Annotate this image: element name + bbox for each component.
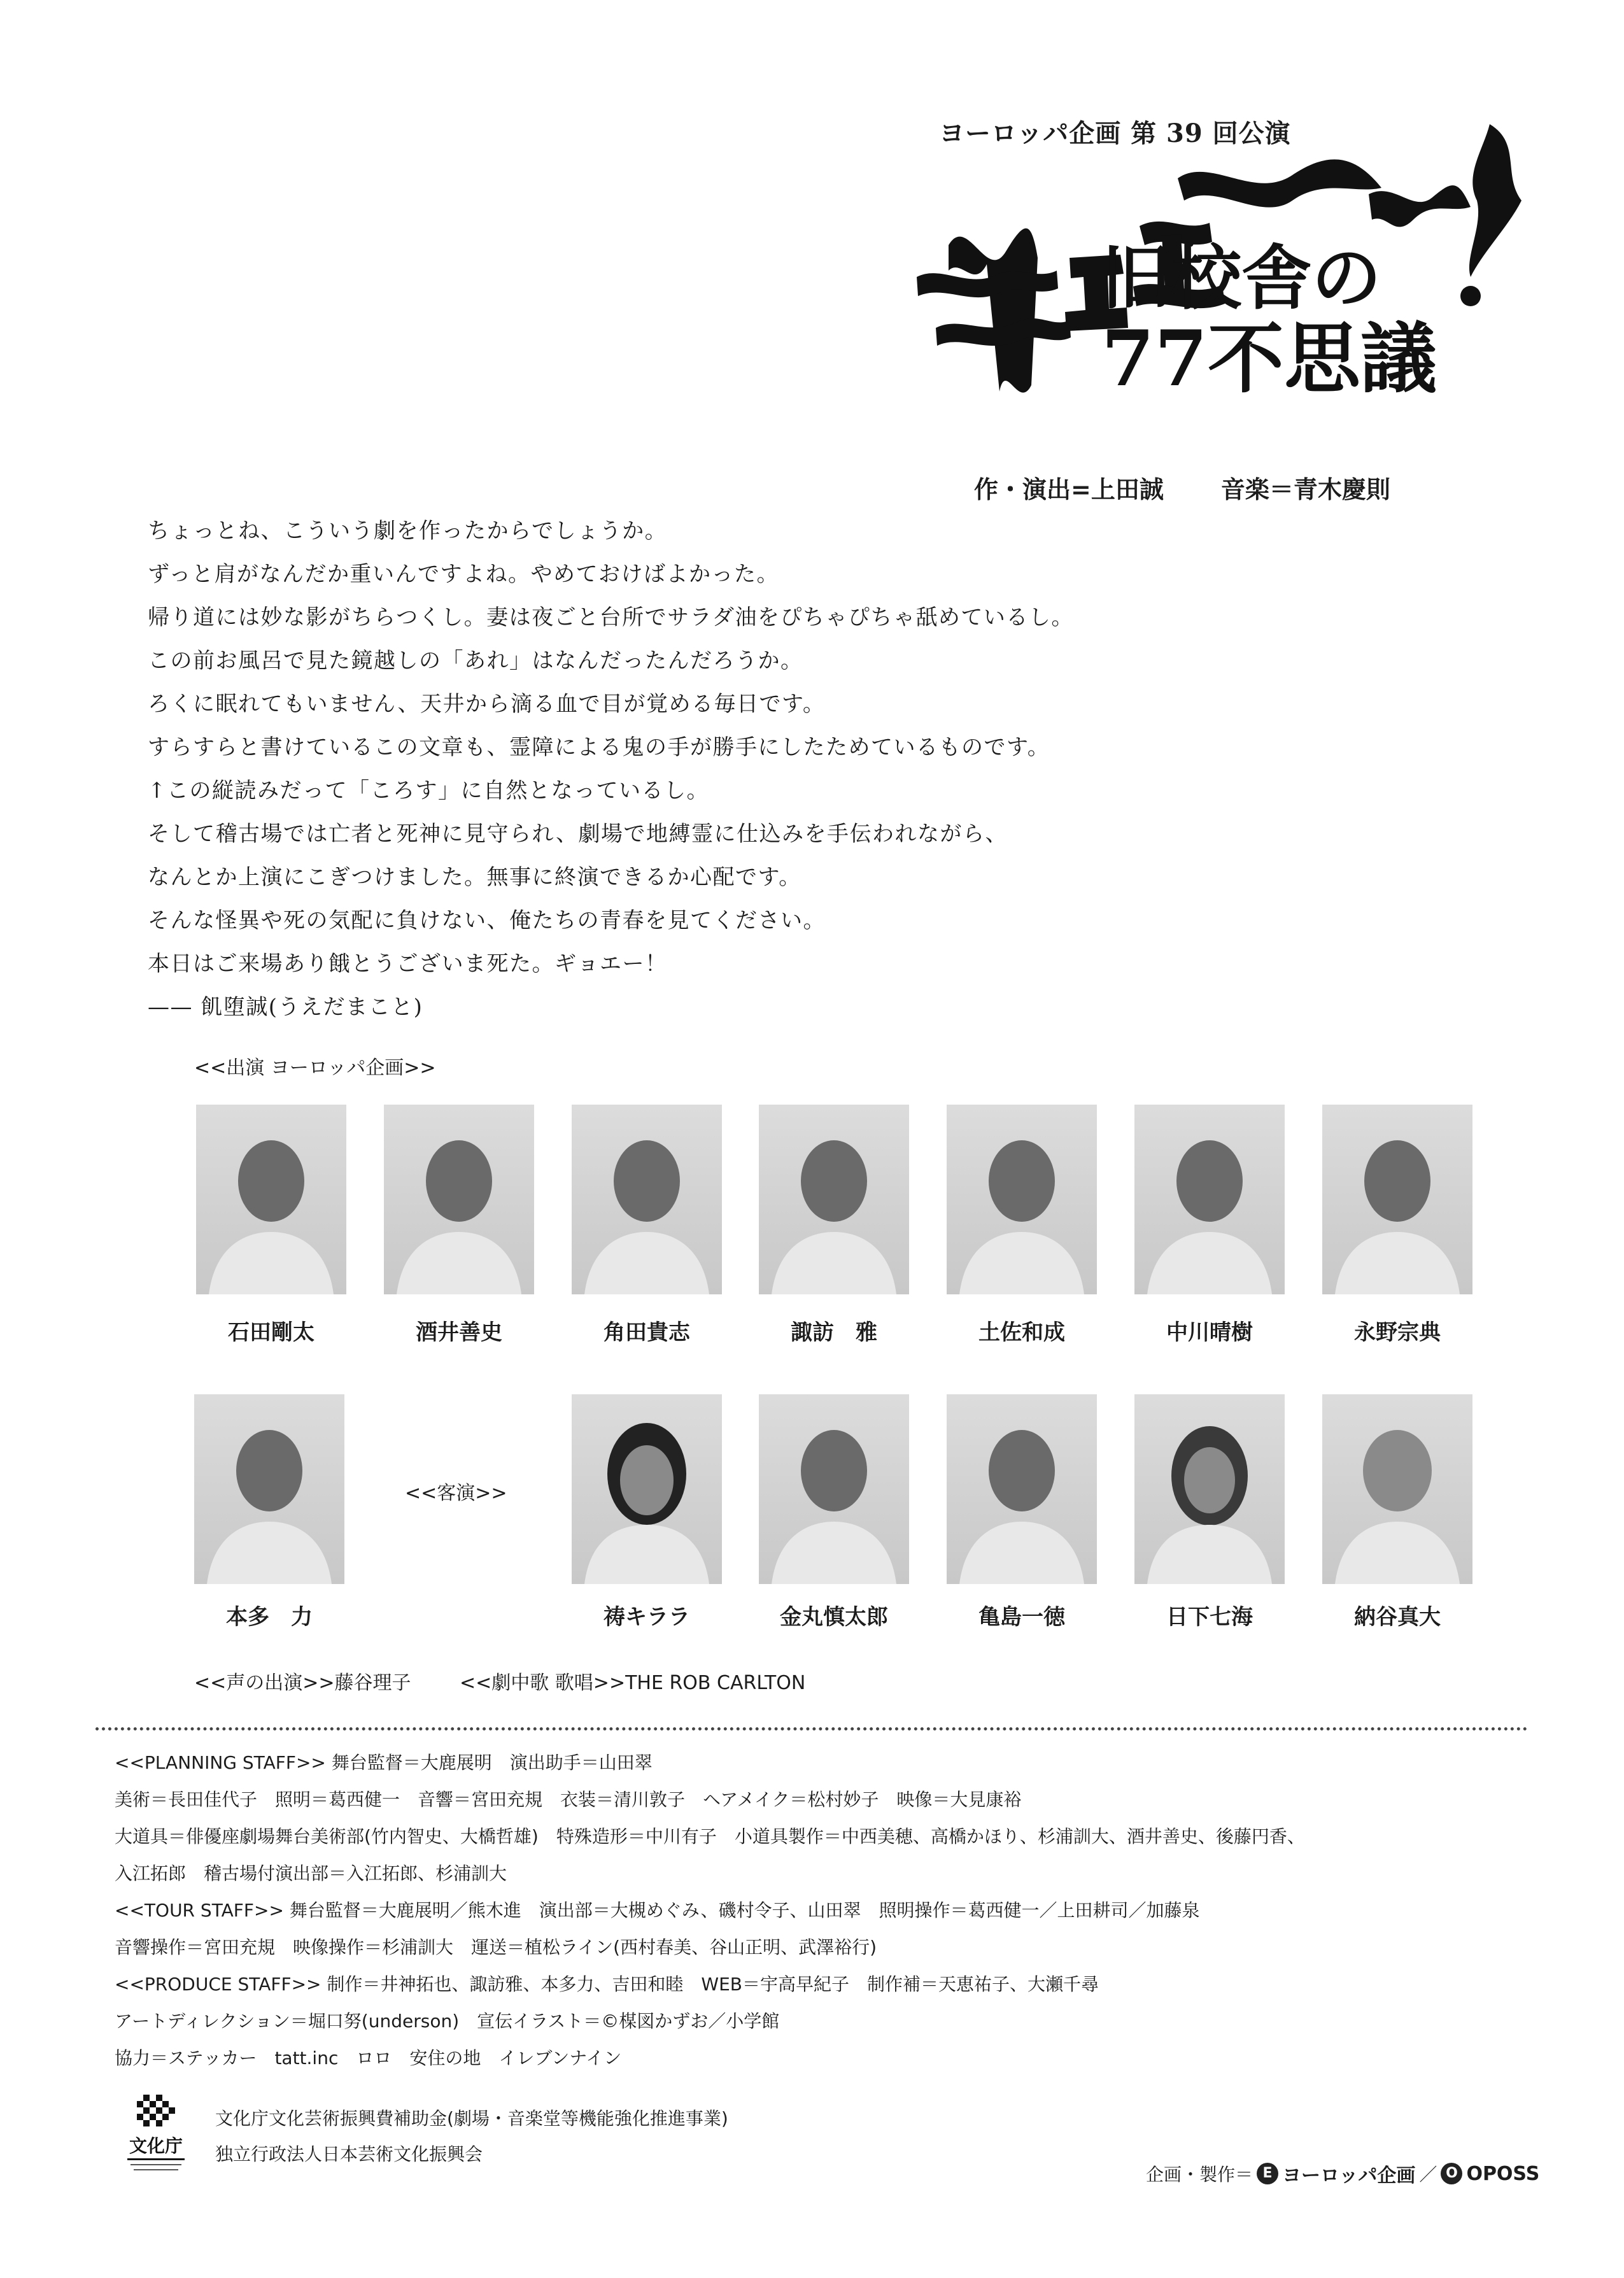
producer-credit	[1146, 2160, 1539, 2188]
guest-photo	[947, 1394, 1097, 1584]
message-line: ちょっとね、こういう劇を作ったからでしょうか。	[148, 518, 668, 544]
cast-name: 酒井善史	[416, 1320, 502, 1345]
message-line: この前お風呂で見た鏡越しの「あれ」はなんだったんだろうか。	[148, 648, 803, 674]
title-sub-2: 77不思議	[1101, 314, 1437, 404]
message-line: ろくに眠れてもいません、天井から滴る血で目が覚める毎日です。	[148, 691, 826, 717]
cast-photo	[1134, 1105, 1285, 1294]
producer-separator: ／	[1419, 2164, 1437, 2185]
staff-line: 入江拓郎 稽古場付演出部＝入江拓郎、杉浦訓大	[115, 1863, 507, 1884]
guest-section-label: <<客演>>	[405, 1482, 507, 1504]
cast-name: 角田貴志	[604, 1320, 690, 1345]
title-logo	[885, 118, 1534, 430]
message-line: そんな怪異や死の気配に負けない、俺たちの青春を見てください。	[148, 908, 826, 933]
agency-logo	[121, 2091, 191, 2181]
staff-line: 音響操作＝宮田充規 映像操作＝杉浦訓大 運送＝植松ライン(西村春美、谷山正明、武澤裕行)	[115, 1937, 877, 1958]
message-line: ↑この縦読みだって「ころす」に自然となっているし。	[148, 778, 709, 803]
staff-line: <<PLANNING STAFF>> 舞台監督＝大鹿展明 演出助手＝山田翠	[115, 1752, 653, 1773]
title-logo-art	[910, 118, 1534, 430]
grant-line: 文化庁文化芸術振興費補助金(劇場・音楽堂等機能強化推進事業)	[215, 2108, 728, 2129]
credit-writer-director: 作・演出=上田誠	[974, 476, 1164, 504]
cast-name: 本多 力	[226, 1604, 313, 1630]
guest-photo	[759, 1394, 909, 1584]
dotted-divider	[95, 1727, 1528, 1730]
message-line: なんとか上演にこぎつけました。無事に終演できるか心配です。	[148, 865, 801, 890]
cast-name: 土佐和成	[978, 1320, 1065, 1345]
cast-name: 諏訪 雅	[791, 1320, 877, 1345]
guest-name: 日下七海	[1166, 1604, 1253, 1630]
message-line: そして稽古場では亡者と死神に見守られ、劇場で地縛霊に仕込みを手伝われながら、	[148, 821, 1008, 847]
title-sub-1: 旧校舎の	[1101, 237, 1381, 319]
guest-photo	[1322, 1394, 1472, 1584]
guest-name: 亀島一徳	[978, 1604, 1065, 1630]
cast-photo	[384, 1105, 534, 1294]
cast-photo	[1322, 1105, 1472, 1294]
guest-photo	[572, 1394, 722, 1584]
europe-kikaku-icon: E	[1257, 2163, 1278, 2184]
voice-credit: <<声の出演>>藤谷理子	[194, 1672, 411, 1694]
cast-photo	[759, 1105, 909, 1294]
credit-music: 音楽＝青木慶則	[1220, 476, 1390, 504]
svg-text:文化庁: 文化庁	[129, 2135, 183, 2156]
cast-photo	[572, 1105, 722, 1294]
director-message	[148, 509, 1074, 1029]
cast-name: 永野宗典	[1354, 1320, 1441, 1345]
message-line: すらすらと書けているこの文章も、霊障による鬼の手が勝手にしたためているものです。	[148, 735, 1050, 760]
staff-line: 協力＝ステッカー tatt.inc ロロ 安住の地 イレブンナイン	[115, 2048, 622, 2069]
staff-credits	[115, 1744, 1305, 2077]
credits	[974, 470, 1390, 505]
producer-1: ヨーロッパ企画	[1282, 2165, 1416, 2187]
cast-name: 中川晴樹	[1166, 1320, 1253, 1345]
guest-name: 祷キララ	[604, 1604, 690, 1630]
message-line: ずっと肩がなんだか重いんですよね。やめておけばよかった。	[148, 562, 779, 587]
cast-photo	[947, 1105, 1097, 1294]
message-line: 帰り道には妙な影がちらつくし。妻は夜ごと台所でサラダ油をぴちゃぴちゃ舐めているし。	[148, 605, 1074, 630]
cast-photo	[196, 1105, 346, 1294]
staff-line: 美術＝長田佳代子 照明＝葛西健一 音響＝宮田充規 衣装＝清川敦子 ヘアメイク＝松村妙子 映像＝大見康裕	[115, 1789, 1022, 1810]
producer-prefix: 企画・製作＝	[1146, 2164, 1253, 2185]
guest-name: 金丸慎太郎	[780, 1604, 888, 1630]
guest-name: 納谷真大	[1354, 1604, 1441, 1630]
production-subtitle: ヨーロッパ企画 第 39 回公演	[939, 118, 1291, 148]
guest-photo	[1134, 1394, 1285, 1584]
oposs-icon: O	[1441, 2163, 1462, 2184]
staff-line: アートディレクション＝堀口努(underson) 宣伝イラスト＝©楳図かずお／小学館	[115, 2011, 780, 2032]
grant-line: 独立行政法人日本芸術文化振興会	[215, 2144, 483, 2165]
cast-section-label: <<出演 ヨーロッパ企画>>	[194, 1057, 436, 1079]
cast-name: 石田剛太	[228, 1320, 314, 1345]
song-credit: <<劇中歌 歌唱>>THE ROB CARLTON	[460, 1672, 806, 1694]
message-line: 本日はご来場あり餓とうございま死た。ギョエー！	[148, 951, 668, 977]
cast-photo	[194, 1394, 344, 1584]
producer-2: OPOSS	[1466, 2162, 1540, 2185]
message-signature: —— 飢堕誠(うえだまこと)	[148, 994, 423, 1020]
staff-line: <<PRODUCE STAFF>> 制作＝井神拓也、諏訪雅、本多力、吉田和睦 WEB＝宇高早紀子 制作補＝天恵祐子、大瀬千尋	[115, 1974, 1099, 1995]
staff-line: <<TOUR STAFF>> 舞台監督＝大鹿展明／熊木進 演出部＝大槻めぐみ、磯村令子、山田翠 照明操作＝葛西健一／上田耕司／加藤泉	[115, 1900, 1200, 1921]
grant-credits	[215, 2101, 728, 2172]
staff-line: 大道具＝俳優座劇場舞台美術部(竹内智史、大橋哲雄) 特殊造形＝中川有子 小道具製作＝中西美穂、高橋かほり、杉浦訓大、酒井善史、後藤円香、	[115, 1826, 1305, 1847]
